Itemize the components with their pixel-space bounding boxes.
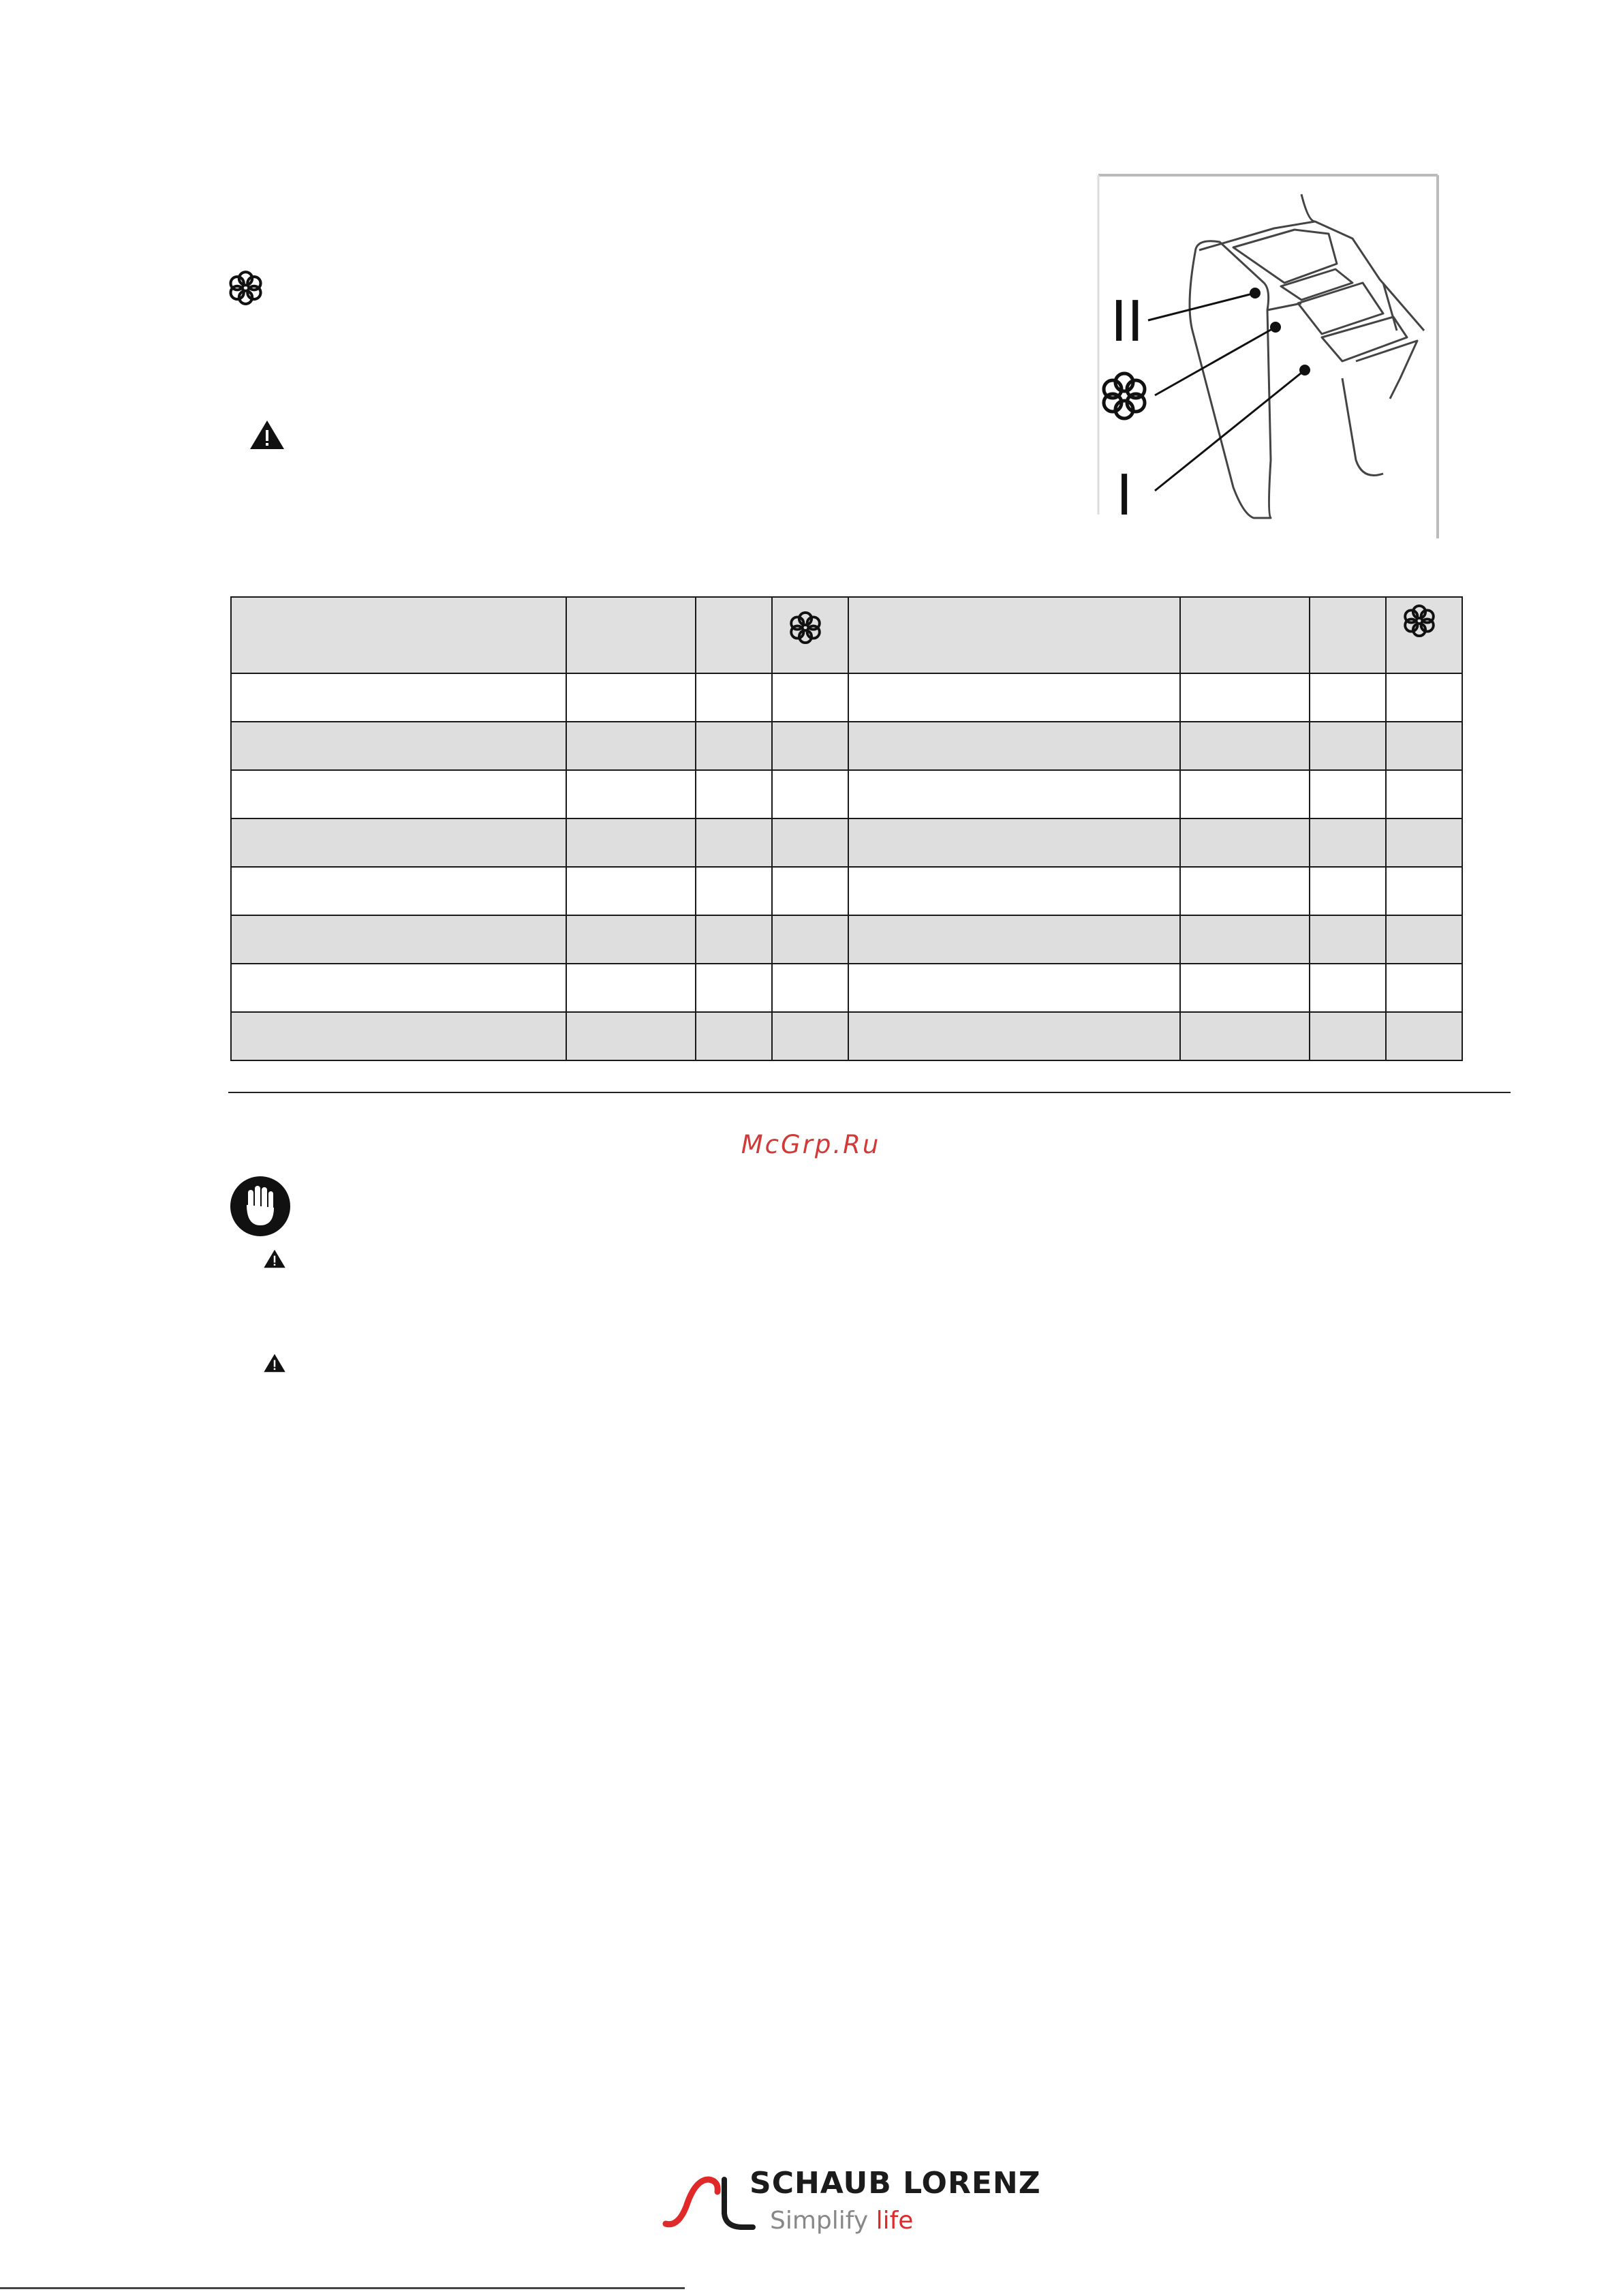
table-cell [231, 915, 566, 964]
table-cell [566, 818, 696, 867]
table-cell [1180, 867, 1310, 915]
table-cell [772, 818, 848, 867]
bottom-rule [0, 2287, 685, 2289]
table-cell [696, 770, 772, 818]
header-cell [696, 597, 772, 673]
table-cell [848, 867, 1180, 915]
header-cell [566, 597, 696, 673]
table-cell [566, 770, 696, 818]
flower-icon [1402, 603, 1437, 639]
table-cell [566, 673, 696, 722]
table-cell [1180, 818, 1310, 867]
section-divider [228, 1092, 1511, 1093]
stop-hand-icon [229, 1175, 292, 1238]
table-row [231, 964, 1462, 1012]
table-cell [231, 722, 566, 770]
table-row [231, 867, 1462, 915]
main-wash-compartment-label: I [1116, 463, 1133, 528]
warning-triangle-icon [263, 1249, 286, 1269]
table-cell [696, 673, 772, 722]
header-cell [1180, 597, 1310, 673]
table-row [231, 915, 1462, 964]
softener-compartment-flower-icon [1104, 373, 1145, 418]
tagline-prefix: Simplify [770, 2207, 876, 2235]
table-cell [231, 867, 566, 915]
brand-name: SCHAUB LORENZ [749, 2166, 1041, 2201]
table-cell [772, 964, 848, 1012]
softener-flower-icon [227, 269, 264, 307]
table-cell [696, 722, 772, 770]
watermark: McGrp.Ru [741, 1130, 881, 1159]
table-cell [1310, 964, 1386, 1012]
table-cell [231, 1012, 566, 1060]
table-cell [772, 722, 848, 770]
table-cell [696, 1012, 772, 1060]
header-cell [772, 597, 848, 673]
table-cell [1386, 964, 1462, 1012]
table-cell [1386, 867, 1462, 915]
table-row [231, 722, 1462, 770]
table-cell [1310, 722, 1386, 770]
warning-triangle-icon [249, 419, 285, 450]
table-cell [772, 915, 848, 964]
table-cell [1180, 673, 1310, 722]
table-cell [772, 770, 848, 818]
tagline-accent: life [876, 2207, 914, 2235]
table-cell [772, 867, 848, 915]
table-cell [1386, 818, 1462, 867]
table-cell [696, 867, 772, 915]
table-cell [231, 818, 566, 867]
table-header-row [231, 597, 1462, 673]
header-cell [231, 597, 566, 673]
table-cell [1310, 915, 1386, 964]
dosage-table [230, 596, 1463, 1061]
table-cell [1386, 1012, 1462, 1060]
table-cell [848, 915, 1180, 964]
table-cell [231, 770, 566, 818]
table-cell [231, 673, 566, 722]
table-cell [1310, 867, 1386, 915]
header-cell [848, 597, 1180, 673]
table-cell [1386, 770, 1462, 818]
table-cell [1386, 915, 1462, 964]
table-cell [566, 722, 696, 770]
table-cell [231, 964, 566, 1012]
table-row [231, 673, 1462, 722]
table-cell [566, 915, 696, 964]
table-cell [1180, 722, 1310, 770]
table-cell [566, 1012, 696, 1060]
prewash-compartment-label: II [1111, 290, 1144, 354]
table-cell [1310, 1012, 1386, 1060]
table-row [231, 1012, 1462, 1060]
table-cell [1180, 770, 1310, 818]
table-cell [848, 1012, 1180, 1060]
table-cell [1180, 964, 1310, 1012]
table-cell [566, 867, 696, 915]
table-cell [1310, 770, 1386, 818]
table-row [231, 770, 1462, 818]
table-cell [696, 964, 772, 1012]
header-cell [1386, 597, 1462, 673]
table-cell [848, 673, 1180, 722]
flower-icon [788, 610, 823, 645]
table-row [231, 818, 1462, 867]
table-cell [848, 818, 1180, 867]
table-cell [848, 722, 1180, 770]
table-cell [566, 964, 696, 1012]
table-cell [1180, 915, 1310, 964]
table-cell [1310, 818, 1386, 867]
brand-tagline [770, 2207, 913, 2235]
table-cell [848, 964, 1180, 1012]
table-cell [772, 673, 848, 722]
table-cell [1386, 722, 1462, 770]
table-cell [696, 818, 772, 867]
table-cell [1310, 673, 1386, 722]
table-cell [848, 770, 1180, 818]
table-cell [1386, 673, 1462, 722]
header-cell [1310, 597, 1386, 673]
warning-triangle-icon [263, 1353, 286, 1373]
table-cell [696, 915, 772, 964]
table-cell [1180, 1012, 1310, 1060]
detergent-drawer-figure [1097, 174, 1441, 538]
table-cell [772, 1012, 848, 1060]
